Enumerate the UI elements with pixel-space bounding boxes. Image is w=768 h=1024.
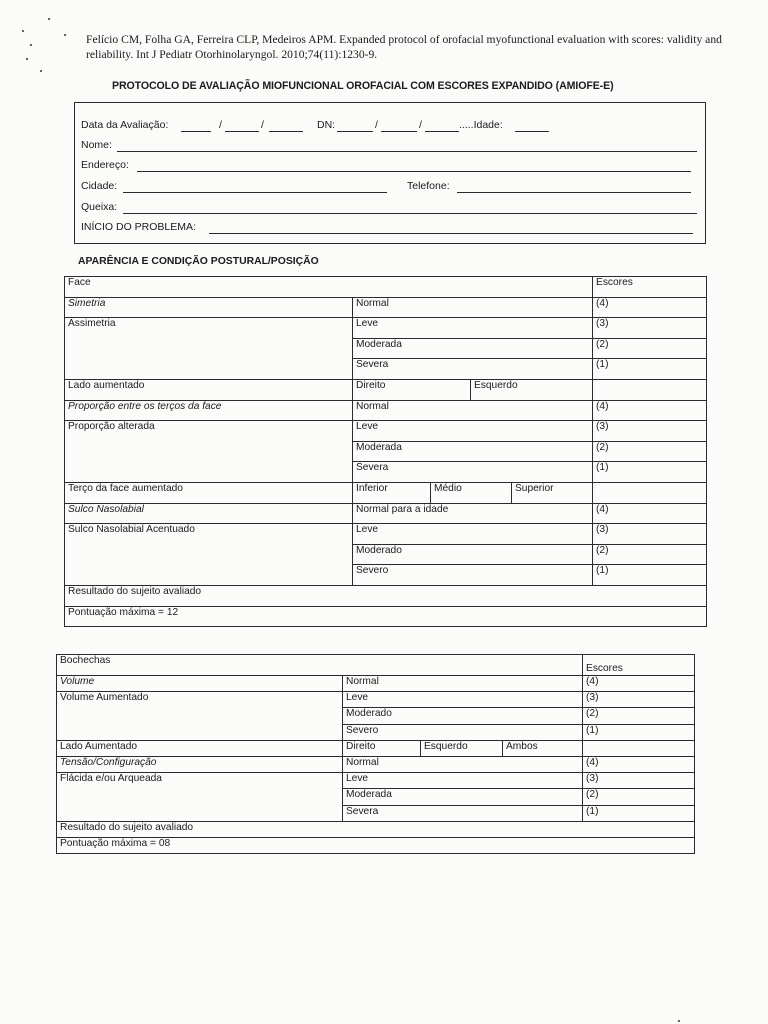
item-simetria: Simetria [65, 297, 353, 318]
label-inicio: INÍCIO DO PROBLEMA: [81, 221, 196, 233]
option-normal[interactable]: Normal [343, 756, 583, 772]
item-sulco: Sulco Nasolabial [65, 503, 353, 524]
blank-dn-month[interactable] [381, 131, 417, 132]
scan-speck [678, 1020, 680, 1022]
table-row [57, 676, 695, 692]
score-cell[interactable]: (1) [593, 565, 707, 586]
option-medio-superior [431, 482, 593, 503]
blank-month[interactable] [225, 131, 259, 132]
option-leve[interactable]: Leve [353, 421, 593, 442]
table-row [65, 606, 707, 627]
item-volume: Volume [57, 676, 343, 692]
score-cell[interactable]: (4) [593, 503, 707, 524]
option-leve[interactable]: Leve [353, 524, 593, 545]
pontuacao-maxima: Pontuação máxima = 12 [65, 606, 707, 627]
table-row [65, 585, 707, 606]
score-cell[interactable]: (4) [593, 297, 707, 318]
score-cell-empty[interactable] [593, 379, 707, 400]
table-row [65, 482, 707, 503]
document-title: PROTOCOLO DE AVALIAÇÃO MIOFUNCIONAL OROFACIAL COM ESCORES EXPANDIDO (AMIOFE-E) [112, 80, 614, 92]
scan-speck [48, 18, 50, 20]
option-severo[interactable]: Severo [353, 565, 593, 586]
score-cell[interactable]: (1) [593, 359, 707, 380]
blank-queixa[interactable] [123, 213, 697, 214]
scan-speck [26, 58, 28, 60]
blank-endereco[interactable] [137, 171, 691, 172]
score-cell-empty[interactable] [583, 740, 695, 756]
option-normal[interactable]: Normal [353, 297, 593, 318]
citation: Felício CM, Folha GA, Ferreira CLP, Medeiros APM. Expanded protocol of orofacial myofunctional evaluation with scores: validity and reliability. Int J Pediatr Otorhinolaryngol. 2010;74(11):1230-9. [86, 33, 722, 61]
score-cell[interactable]: (3) [593, 318, 707, 339]
score-cell[interactable]: (3) [583, 773, 695, 789]
option-leve[interactable]: Leve [343, 773, 583, 789]
option-severa[interactable]: Severa [343, 805, 583, 821]
score-cell[interactable]: (3) [593, 524, 707, 545]
face-header: Face [65, 277, 593, 298]
table-row [57, 740, 695, 756]
table-row [65, 524, 707, 545]
score-cell[interactable]: (1) [583, 724, 695, 740]
option-superior[interactable]: Superior [515, 482, 554, 494]
table-row [65, 503, 707, 524]
escores-header: Escores [583, 655, 695, 676]
option-severa[interactable]: Severa [353, 359, 593, 380]
blank-day[interactable] [181, 131, 211, 132]
table-row [57, 756, 695, 772]
pontuacao-maxima: Pontuação máxima = 08 [57, 837, 695, 853]
blank-year[interactable] [269, 131, 303, 132]
bochechas-header: Bochechas [57, 655, 583, 676]
option-severa[interactable]: Severa [353, 462, 593, 483]
option-moderada[interactable]: Moderada [343, 789, 583, 805]
score-cell-empty[interactable] [593, 482, 707, 503]
blank-telefone[interactable] [457, 192, 691, 193]
item-sulco-acentuado: Sulco Nasolabial Acentuado [65, 524, 353, 586]
blank-inicio[interactable] [209, 233, 693, 234]
option-moderada[interactable]: Moderada [353, 338, 593, 359]
score-cell[interactable]: (1) [593, 462, 707, 483]
label-dn: DN: [317, 119, 336, 131]
score-cell[interactable]: (2) [583, 708, 695, 724]
score-cell[interactable]: (2) [593, 544, 707, 565]
score-cell[interactable]: (2) [593, 441, 707, 462]
item-volume-aumentado: Volume Aumentado [57, 692, 343, 741]
table-row [65, 421, 707, 442]
label-queixa: Queixa: [81, 201, 118, 213]
option-esquerdo[interactable]: Esquerdo [471, 379, 593, 400]
blank-idade[interactable] [515, 131, 549, 132]
option-normal[interactable]: Normal [343, 676, 583, 692]
scan-speck [40, 70, 42, 72]
item-lado-aumentado: Lado aumentado [65, 379, 353, 400]
option-leve[interactable]: Leve [343, 692, 583, 708]
table-row [65, 379, 707, 400]
option-direito[interactable]: Direito [353, 379, 471, 400]
slash: / [375, 119, 378, 131]
table-row [65, 297, 707, 318]
scan-speck [30, 44, 32, 46]
score-cell[interactable]: (1) [583, 805, 695, 821]
option-direito[interactable]: Direito [343, 740, 421, 756]
label-endereco: Endereço: [81, 159, 129, 171]
blank-dn-year[interactable] [425, 131, 459, 132]
option-medio[interactable]: Médio [431, 483, 512, 503]
score-cell[interactable]: (4) [593, 400, 707, 421]
label-data-avaliacao: Data da Avaliação: [81, 119, 169, 131]
label-idade: .....Idade: [459, 119, 503, 131]
option-moderado[interactable]: Moderado [343, 708, 583, 724]
blank-cidade[interactable] [123, 192, 387, 193]
score-cell[interactable]: (2) [583, 789, 695, 805]
option-moderada[interactable]: Moderada [353, 441, 593, 462]
blank-dn-day[interactable] [337, 131, 373, 132]
blank-nome[interactable] [117, 151, 697, 152]
option-severo[interactable]: Severo [343, 724, 583, 740]
item-terco-aumentado: Terço da face aumentado [65, 482, 353, 503]
slash: / [419, 119, 422, 131]
option-inferior[interactable]: Inferior [353, 482, 431, 503]
option-normal[interactable]: Normal [353, 400, 593, 421]
item-assimetria: Assimetria [65, 318, 353, 380]
score-cell[interactable]: (3) [583, 692, 695, 708]
patient-info-box [74, 102, 706, 244]
score-cell[interactable]: (4) [583, 756, 695, 772]
table-row [57, 773, 695, 789]
table-row [57, 837, 695, 853]
option-esquerdo[interactable]: Esquerdo [421, 740, 503, 756]
label-telefone: Telefone: [407, 180, 450, 192]
escores-header: Escores [593, 277, 707, 298]
option-leve[interactable]: Leve [353, 318, 593, 339]
item-tensao: Tensão/Configuração [57, 756, 343, 772]
bochechas-table [56, 654, 695, 854]
item-flacida: Flácida e/ou Arqueada [57, 773, 343, 822]
item-proporcao: Proporção entre os terços da face [65, 400, 353, 421]
table-row [65, 400, 707, 421]
label-nome: Nome: [81, 139, 112, 151]
score-cell[interactable]: (4) [583, 676, 695, 692]
table-row [57, 655, 695, 676]
item-lado-aumentado: Lado Aumentado [57, 740, 343, 756]
slash: / [261, 119, 264, 131]
table-row [65, 318, 707, 339]
score-cell[interactable]: (3) [593, 421, 707, 442]
table-row [65, 277, 707, 298]
face-table [64, 276, 707, 627]
option-moderado[interactable]: Moderado [353, 544, 593, 565]
table-row [57, 821, 695, 837]
scan-speck [64, 34, 66, 36]
resultado-row[interactable]: Resultado do sujeito avaliado [65, 585, 707, 606]
section-title: APARÊNCIA E CONDIÇÃO POSTURAL/POSIÇÃO [78, 256, 319, 267]
scan-speck [22, 30, 24, 32]
option-normal-idade[interactable]: Normal para a idade [353, 503, 593, 524]
score-cell[interactable]: (2) [593, 338, 707, 359]
option-ambos[interactable]: Ambos [503, 740, 583, 756]
slash: / [219, 119, 222, 131]
label-cidade: Cidade: [81, 180, 118, 192]
item-proporcao-alterada: Proporção alterada [65, 421, 353, 483]
table-row [57, 692, 695, 708]
resultado-row[interactable]: Resultado do sujeito avaliado [57, 821, 695, 837]
